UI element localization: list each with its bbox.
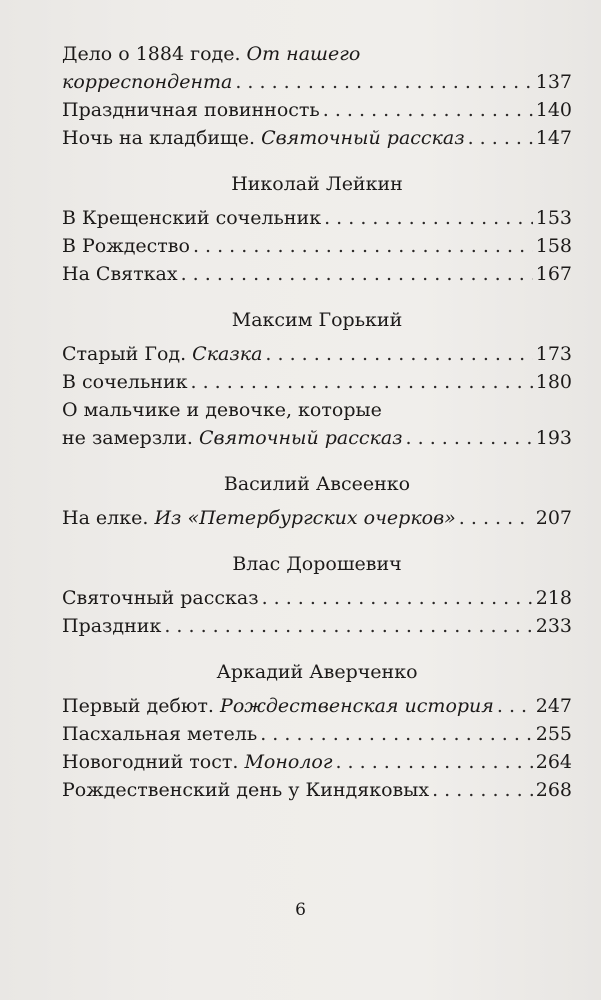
- leader-dots: [459, 504, 533, 532]
- entry-page: 193: [535, 427, 572, 449]
- entry-page: 180: [535, 371, 572, 393]
- toc-entry: [62, 396, 572, 452]
- entry-title: Дело о 1884 годе.: [62, 43, 241, 65]
- toc-entry: [62, 340, 572, 368]
- leader-dots: [497, 692, 533, 720]
- leader-dots: [335, 748, 532, 776]
- entry-page: 137: [535, 71, 572, 93]
- entry-page: 207: [535, 507, 572, 529]
- leader-dots: [181, 260, 533, 288]
- entry-page: 218: [535, 587, 572, 609]
- entry-title: Пасхальная метель: [62, 723, 258, 745]
- entry-page: 233: [535, 615, 572, 637]
- entry-page: 173: [535, 343, 572, 365]
- author-heading: Николай Лейкин: [231, 173, 403, 195]
- leader-dots: [235, 68, 532, 96]
- toc-entry: [62, 204, 572, 232]
- entry-subtitle: Рождественская история: [220, 695, 494, 717]
- leader-dots: [324, 204, 533, 232]
- entry-title: Праздничная повинность: [62, 99, 320, 121]
- leader-dots: [265, 340, 532, 368]
- entry-subtitle: От нашего: [246, 43, 361, 65]
- entry-title: Рождественский день у Киндяковых: [62, 779, 430, 801]
- entry-subtitle: Святочный рассказ: [199, 427, 403, 449]
- toc-entry: [62, 96, 572, 124]
- table-of-contents: [62, 40, 572, 804]
- entry-page: 147: [535, 127, 572, 149]
- entry-title: Ночь на кладбище. Святочный рассказ: [62, 127, 465, 149]
- author-heading: Влас Дорошевич: [232, 553, 402, 575]
- leader-dots: [164, 612, 532, 640]
- entry-title-cont: не замерзли. Святочный рассказ: [62, 427, 403, 449]
- toc-entry: [62, 368, 572, 396]
- entry-title: На Святках: [62, 263, 178, 285]
- entry-page: 153: [535, 207, 572, 229]
- toc-entry: [62, 584, 572, 612]
- toc-entry: [62, 232, 572, 260]
- entry-title: Новогодний тост. Монолог: [62, 751, 333, 773]
- entry-subtitle: Святочный рассказ: [261, 127, 465, 149]
- entry-title: В сочельник: [62, 371, 188, 393]
- author-heading: Василий Авсеенко: [223, 473, 411, 495]
- entry-subtitle: Монолог: [244, 751, 333, 773]
- toc-entry: [62, 504, 572, 532]
- page-number: 6: [295, 900, 306, 920]
- entry-page: 167: [535, 263, 572, 285]
- leader-dots: [262, 584, 533, 612]
- toc-entry: [62, 124, 572, 152]
- leader-dots: [406, 424, 533, 452]
- entry-title: В Рождество: [62, 235, 190, 257]
- author-heading: Максим Горький: [231, 309, 403, 331]
- entry-subtitle: Из «Петербургских очерков»: [154, 507, 456, 529]
- entry-page: 255: [535, 723, 572, 745]
- leader-dots: [468, 124, 533, 152]
- leader-dots: [193, 232, 533, 260]
- entry-page: 158: [535, 235, 572, 257]
- toc-entry: [62, 720, 572, 748]
- entry-page: 247: [535, 695, 572, 717]
- entry-title: Праздник: [62, 615, 162, 637]
- toc-entry: [62, 612, 572, 640]
- toc-entry: [62, 748, 572, 776]
- leader-dots: [260, 720, 533, 748]
- leader-dots: [191, 368, 533, 396]
- toc-entry: [62, 40, 572, 96]
- author-heading: Аркадий Аверченко: [216, 661, 418, 683]
- entry-subtitle-cont: корреспондента: [62, 71, 233, 93]
- entry-page: 140: [535, 99, 572, 121]
- entry-page: 264: [535, 751, 572, 773]
- entry-title: На елке. Из «Петербургских очерков»: [62, 507, 456, 529]
- leader-dots: [323, 96, 533, 124]
- entry-title: Святочный рассказ: [62, 587, 259, 609]
- entry-title: О мальчике и девочке, которые: [62, 399, 382, 421]
- entry-page: 268: [535, 779, 572, 801]
- toc-entry: [62, 776, 572, 804]
- toc-entry: [62, 692, 572, 720]
- leader-dots: [432, 776, 533, 804]
- toc-entry: [62, 260, 572, 288]
- entry-title: Старый Год. Сказка: [62, 343, 263, 365]
- entry-subtitle: Сказка: [192, 343, 263, 365]
- entry-title: В Крещенский сочельник: [62, 207, 322, 229]
- entry-title: Первый дебют. Рождественская история: [62, 695, 494, 717]
